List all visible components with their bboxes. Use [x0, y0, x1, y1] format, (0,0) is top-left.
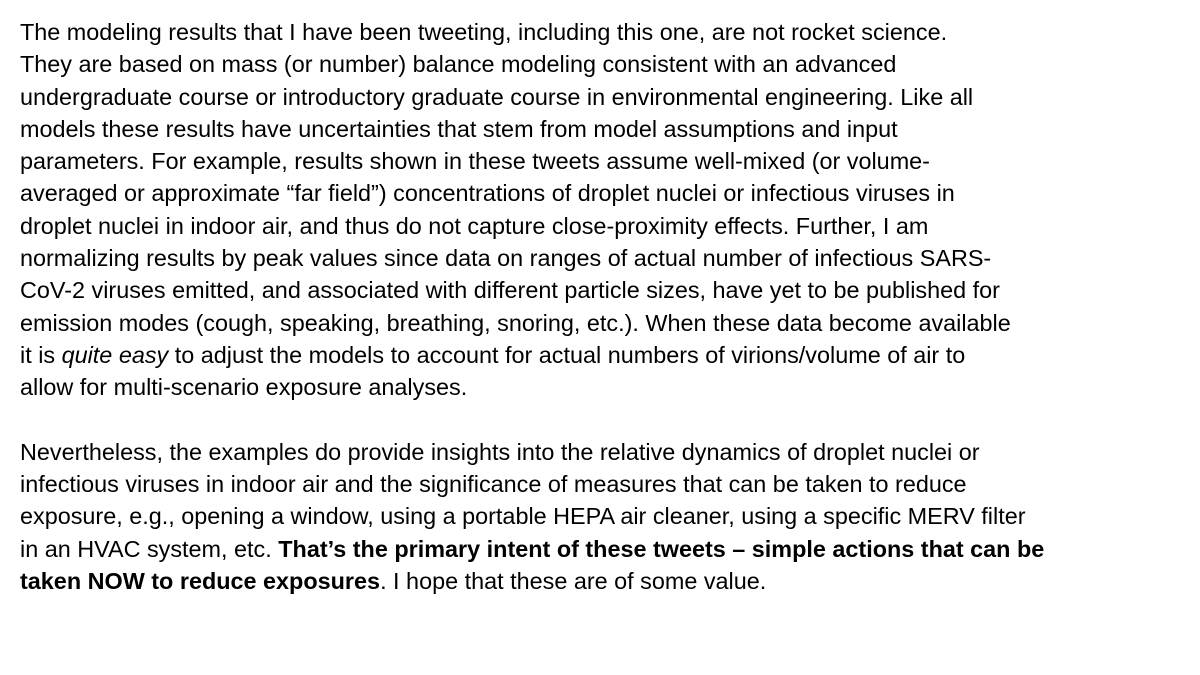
paragraph-1 [20, 16, 1180, 404]
bold-text: taken NOW to reduce exposures [20, 568, 381, 595]
text-line: emission modes (cough, speaking, breathing, snoring, etc.). When these data become available [20, 309, 1011, 336]
text-line: parameters. For example, results shown in these tweets assume well-mixed (or volume- [20, 148, 930, 175]
text-line: undergraduate course or introductory graduate course in environmental engineering. Like all [20, 83, 974, 110]
text-line: Nevertheless, the examples do provide insights into the relative dynamics of droplet nuclei or [20, 438, 980, 465]
bold-text: That’s the primary intent of these tweets – simple actions that can be [278, 535, 1045, 562]
text-line: exposure, e.g., opening a window, using a portable HEPA air cleaner, using a specific MERV filter [20, 503, 1026, 530]
paragraph-2 [20, 436, 1180, 597]
text-line: allow for multi-scenario exposure analyses. [20, 374, 468, 401]
line-text-start: it is [20, 341, 62, 368]
text-line: droplet nuclei in indoor air, and thus do not capture close-proximity effects. Further, I am [20, 212, 929, 239]
text-line-with-emphasis [20, 339, 1180, 371]
text-line: normalizing results by peak values since data on ranges of actual number of infectious SARS- [20, 245, 992, 272]
text-line: averaged or approximate “far field”) concentrations of droplet nuclei or infectious viruses in [20, 180, 955, 207]
emphasis-text: quite easy [61, 341, 169, 368]
text-line: infectious viruses in indoor air and the significance of measures that can be taken to reduce [20, 471, 967, 498]
text-line-with-bold [20, 565, 1180, 597]
text-line: models these results have uncertainties that stem from model assumptions and input [20, 115, 898, 142]
line-text-start: in an HVAC system, etc. [20, 535, 279, 562]
line-text-end: to adjust the models to account for actual numbers of virions/volume of air to [168, 341, 966, 368]
text-line: CoV-2 viruses emitted, and associated with different particle sizes, have yet to be published for [20, 277, 1000, 304]
line-text-end: . I hope that these are of some value. [380, 568, 767, 595]
text-line: They are based on mass (or number) balance modeling consistent with an advanced [20, 51, 897, 78]
text-line: The modeling results that I have been tweeting, including this one, are not rocket science. [20, 19, 948, 45]
text-line-with-bold [20, 533, 1180, 565]
